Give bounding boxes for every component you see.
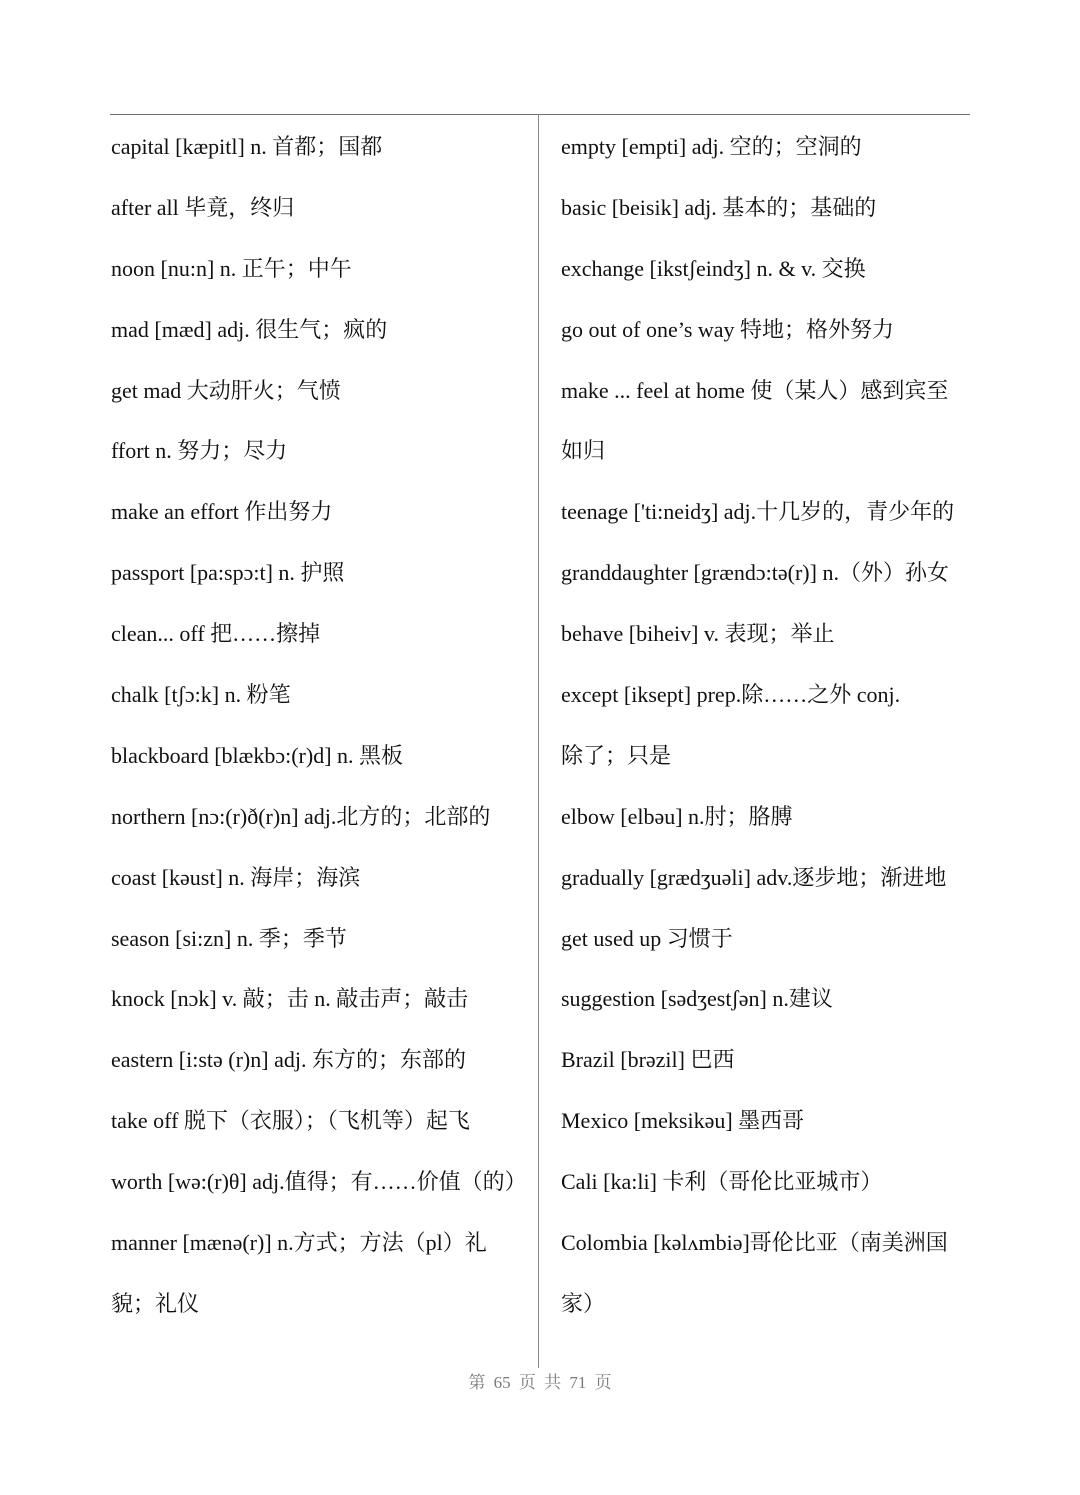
vocab-line: 家） [561,1290,606,1316]
vocab-line: mad [mæd] adj. 很生气；疯的 [111,316,388,342]
vocab-line: eastern [i:stə (r)n] adj. 东方的；东部的 [111,1047,466,1073]
vocab-line: get mad 大动肝火；气愤 [111,377,341,403]
vocab-line: clean... off 把……擦掉 [111,621,321,647]
column-divider [538,114,539,1368]
vocab-line: worth [wə:(r)θ] adj.值得；有……价值（的） [111,1169,527,1195]
vocab-line: Cali [ka:li] 卡利（哥伦比亚城市） [561,1169,883,1195]
vocab-line: granddaughter [grændɔ:tə(r)] n.（外）孙女 [561,560,949,586]
page-number-footer: 第 65 页 共 71 页 [468,1373,612,1392]
vocab-line: elbow [elbəu] n.肘；胳膊 [561,803,793,829]
vocab-line: chalk [tʃɔ:k] n. 粉笔 [111,682,291,708]
vocab-line: exchange [ikstʃeindʒ] n. & v. 交换 [561,255,866,281]
vocab-line: after all 毕竟，终归 [111,194,295,220]
vocab-line: noon [nu:n] n. 正午；中午 [111,255,352,281]
vocab-line: capital [kæpitl] n. 首都；国都 [111,134,383,159]
left-column [111,117,531,1335]
vocab-line: go out of one’s way 特地；格外努力 [561,316,895,342]
top-rule [110,114,970,115]
vocab-line: northern [nɔ:(r)ð(r)n] adj.北方的；北部的 [111,803,491,829]
vocab-line: passport [pa:spɔ:t] n. 护照 [111,560,345,586]
vocab-line: manner [mænə(r)] n.方式；方法（pl）礼 [111,1230,487,1256]
vocab-line: get used up 习惯于 [561,925,733,951]
vocab-line: 除了；只是 [561,742,672,768]
vocab-line: season [si:zn] n. 季；季节 [111,925,347,951]
vocab-line: Mexico [meksikəu] 墨西哥 [561,1108,805,1134]
vocab-line: teenage ['ti:neidʒ] adj.十几岁的，青少年的 [561,499,955,525]
vocab-line: 貌；礼仪 [111,1290,200,1316]
vocab-line: knock [nɔk] v. 敲；击 n. 敲击声；敲击 [111,986,469,1012]
vocab-line: take off 脱下（衣服）；（飞机等）起飞 [111,1108,470,1134]
vocab-line: behave [biheiv] v. 表现；举止 [561,621,835,647]
vocab-line: Brazil [brəzil] 巴西 [561,1047,735,1073]
vocab-line: except [iksept] prep.除……之外 conj. [561,682,901,708]
vocab-line: blackboard [blækbɔ:(r)d] n. 黑板 [111,742,404,768]
right-column [561,117,973,1335]
vocab-line: ffort n. 努力；尽力 [111,438,288,464]
vocab-line: make ... feel at home 使（某人）感到宾至 [561,377,949,403]
vocab-line: suggestion [sədʒestʃən] n.建议 [561,986,833,1012]
vocab-line: make an effort 作出努力 [111,499,333,525]
vocab-line: gradually [grædʒuəli] adv.逐步地；渐进地 [561,864,947,890]
vocab-line: basic [beisik] adj. 基本的；基础的 [561,194,877,220]
vocab-line: empty [empti] adj. 空的；空洞的 [561,134,862,159]
vocab-line: Colombia [kəlʌmbiə]哥伦比亚（南美洲国 [561,1230,948,1256]
vocab-line: 如归 [561,438,606,464]
vocab-line: coast [kəust] n. 海岸；海滨 [111,864,361,890]
